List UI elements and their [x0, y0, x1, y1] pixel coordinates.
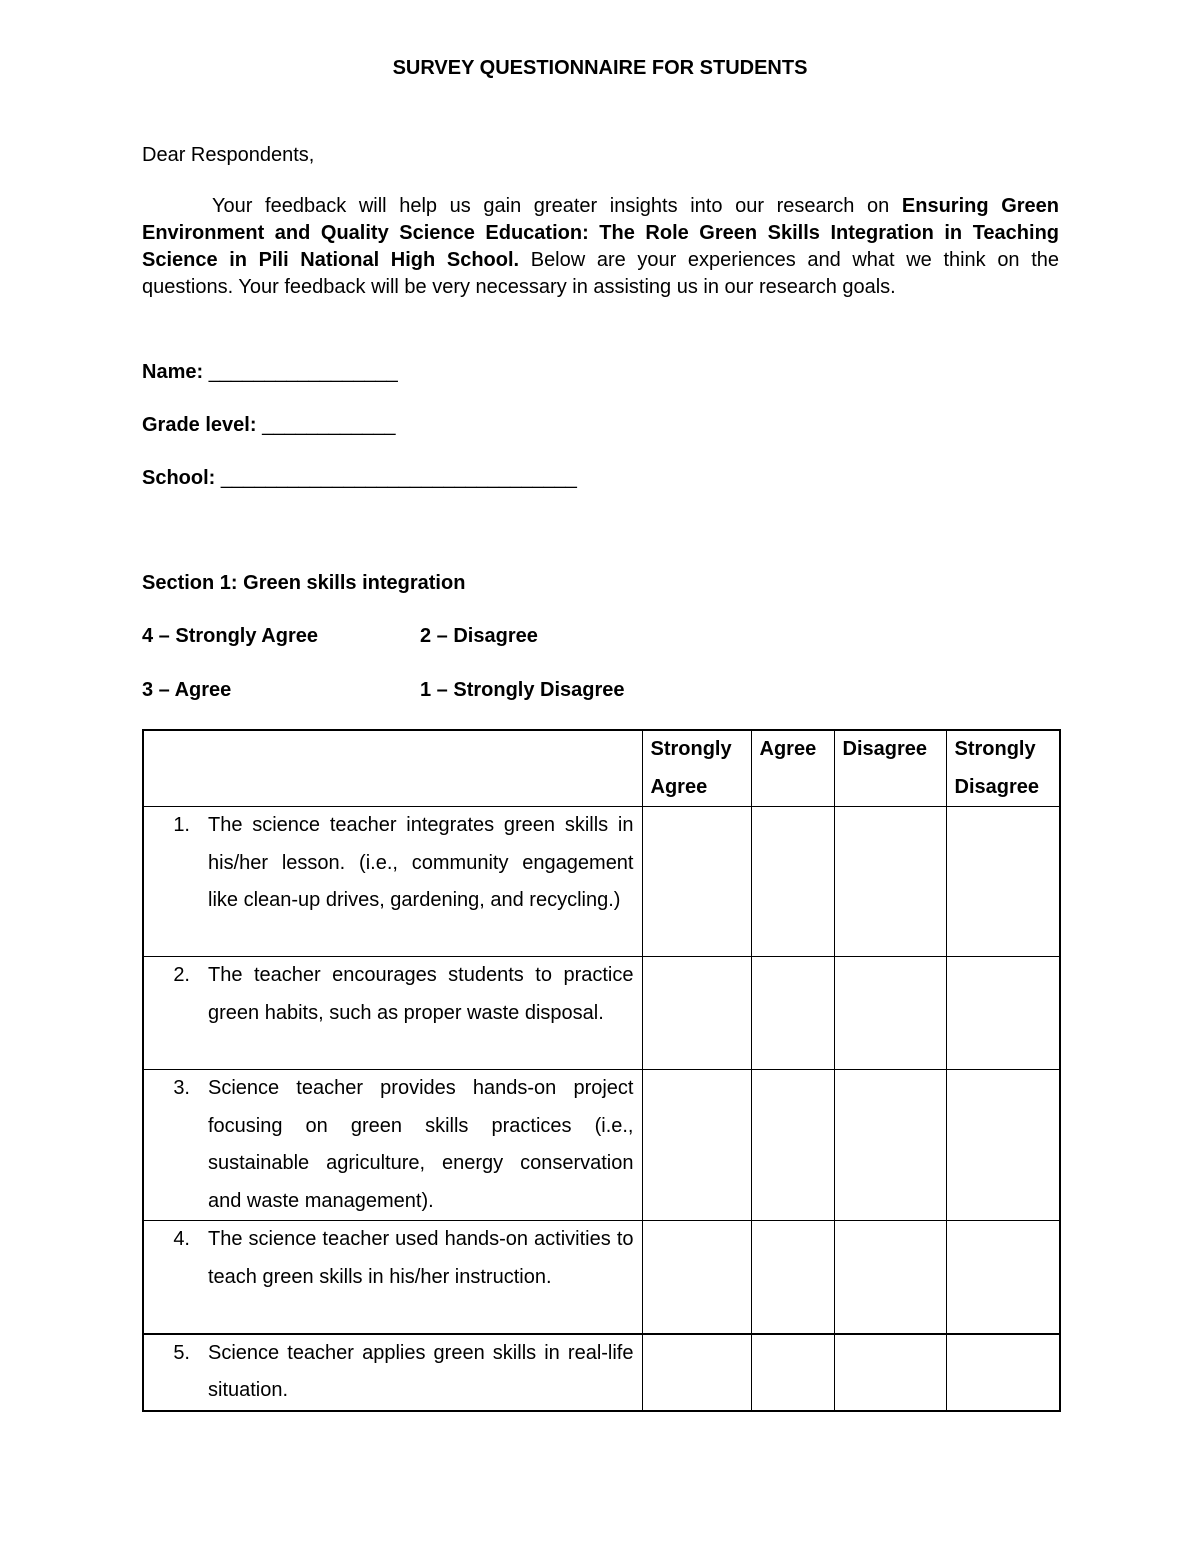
table-row [143, 1221, 1060, 1334]
grade-level-blank[interactable]: ____________ [262, 414, 396, 436]
school-label: School: [142, 467, 216, 489]
item-number: 2. [173, 964, 190, 986]
name-blank[interactable]: _________________ [208, 361, 398, 383]
response-cell-strongly-agree[interactable] [642, 1334, 751, 1411]
item-text: The science teacher integrates green skills in his/her lesson. (i.e., community engagement like clean-up drives, gardening, and recycling.) [208, 814, 634, 911]
table-row [143, 957, 1060, 1070]
response-cell-strongly-agree[interactable] [642, 957, 751, 1070]
item-number: 1. [173, 814, 190, 836]
item-text: The science teacher used hands-on activities to teach green skills in his/her instruction. [208, 1228, 634, 1288]
item-number: 3. [173, 1077, 190, 1099]
response-cell-agree[interactable] [751, 1221, 834, 1334]
response-cell-strongly-agree[interactable] [642, 807, 751, 957]
item-text: Science teacher provides hands-on project focusing on green skills practices (i.e., sustainable agriculture, energy conservation and waste management). [208, 1077, 634, 1212]
school-field [142, 467, 577, 490]
name-field [142, 361, 398, 384]
header-statement [143, 730, 642, 807]
header-strongly-disagree: Strongly Disagree [946, 730, 1060, 807]
response-cell-agree[interactable] [751, 807, 834, 957]
response-cell-disagree[interactable] [834, 1070, 946, 1221]
legend-agree: 3 – Agree [142, 679, 232, 701]
response-cell-strongly-disagree[interactable] [946, 1334, 1060, 1411]
header-agree: Agree [751, 730, 834, 807]
response-cell-strongly-disagree[interactable] [946, 807, 1060, 957]
response-cell-disagree[interactable] [834, 1221, 946, 1334]
item-number: 4. [173, 1228, 190, 1250]
name-label: Name: [142, 361, 204, 383]
response-cell-strongly-agree[interactable] [642, 1221, 751, 1334]
header-strongly-agree: Strongly Agree [642, 730, 751, 807]
response-cell-agree[interactable] [751, 957, 834, 1070]
grade-level-field [142, 414, 396, 437]
response-cell-agree[interactable] [751, 1334, 834, 1411]
item-number: 5. [173, 1341, 190, 1364]
document-title: SURVEY QUESTIONNAIRE FOR STUDENTS [392, 57, 808, 79]
statement-cell [143, 1221, 642, 1334]
response-cell-disagree[interactable] [834, 807, 946, 957]
legend-disagree: 2 – Disagree [420, 625, 538, 647]
item-text: The teacher encourages students to practice green habits, such as proper waste disposal. [208, 964, 634, 1024]
response-cell-agree[interactable] [751, 1070, 834, 1221]
grade-level-label: Grade level: [142, 414, 257, 436]
salutation: Dear Respondents, [142, 144, 315, 166]
statement-cell [143, 1334, 642, 1411]
table-header-row [143, 730, 1060, 807]
response-cell-strongly-disagree[interactable] [946, 957, 1060, 1070]
response-cell-disagree[interactable] [834, 1334, 946, 1411]
statement-cell [143, 957, 642, 1070]
intro-lead: Your feedback will help us gain greater insights into our research on [212, 195, 902, 217]
response-cell-strongly-agree[interactable] [642, 1070, 751, 1221]
item-text: Science teacher applies green skills in real-life situation. [208, 1341, 634, 1401]
response-cell-strongly-disagree[interactable] [946, 1221, 1060, 1334]
section-title: Section 1: Green skills integration [142, 572, 466, 594]
response-cell-strongly-disagree[interactable] [946, 1070, 1060, 1221]
intro-paragraph [142, 193, 1059, 301]
school-blank[interactable]: ________________________________ [220, 467, 577, 489]
legend-strongly-agree: 4 – Strongly Agree [142, 625, 318, 647]
response-cell-disagree[interactable] [834, 957, 946, 1070]
survey-table [142, 729, 1061, 1412]
intro-research-title: Ensuring Green Environment and Quality Science Education: The Role Green Skills Integration in Teaching Science in Pili National High School. [142, 195, 1059, 271]
table-row [143, 1334, 1060, 1411]
intro-tail: Below are your experiences and what we think on the questions. Your feedback will be very necessary in assisting us in our research goals. [142, 249, 1059, 298]
header-disagree: Disagree [834, 730, 946, 807]
statement-cell [143, 807, 642, 957]
table-row [143, 1070, 1060, 1221]
legend-strongly-disagree: 1 – Strongly Disagree [420, 679, 625, 701]
statement-cell [143, 1070, 642, 1221]
table-row [143, 807, 1060, 957]
